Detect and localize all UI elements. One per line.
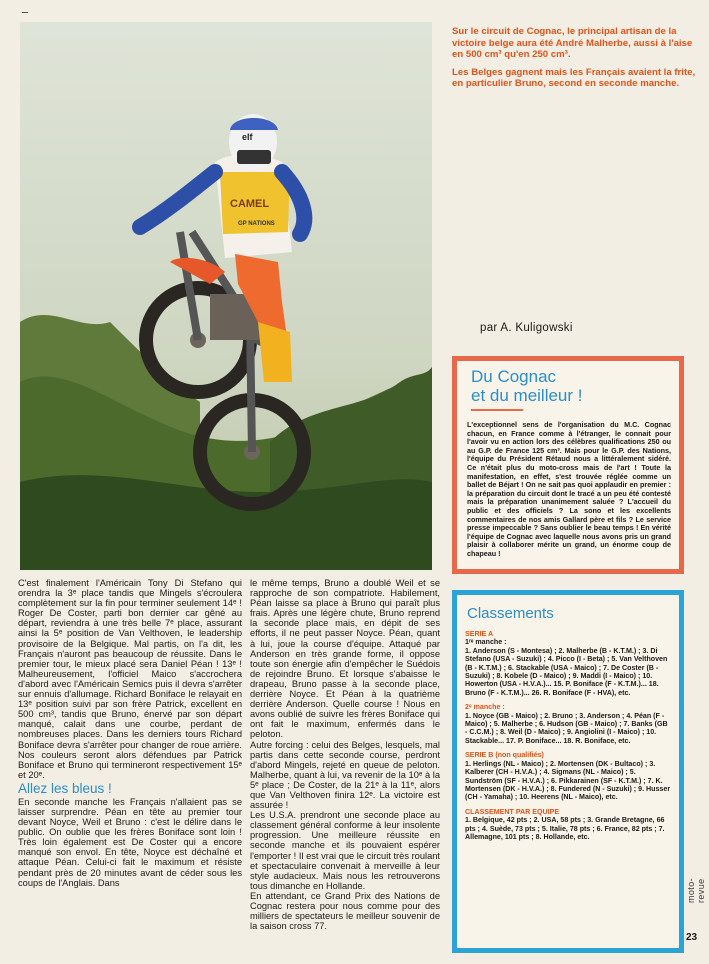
results-race-1-label: 1ʳᵉ manche :	[465, 638, 507, 647]
results-team: 1. Belgique, 42 pts ; 2. USA, 58 pts ; 3. Grande Bretagne, 66 pts ; 4. Suède, 73 pts ; 5. Italie, 78 pts ; 6. France, 82 pts ; 7. Allemagne, 101 pts ; 8. Hollande, etc.	[465, 816, 665, 841]
article-paragraph: C'est finalement l'Américain Tony Di Stefano qui orendra la 3ᵉ place tandis que Mingels s'écroulera complètement sur la fin pour terminer seulement 14ᵉ ! Roger De Coster, parti bon dernier car gêné au départ, reviendra à une très belle 7ᵉ place, assurant ainsi la 5ᵉ position de Van Velthoven, le leadership provisoire de la Belgique. Mal partis, on l'a dit, les Français n'auront pas beaucoup de réussite. Dans le premier tour, le mieux placé sera Daniel Péan ! 13ᵉ ! Malheureusement, l'officiel Maico s'accrochera d'abord avec l'Américain Semics puis il devra s'arrêter sur ennuis d'allumage. Richard Boniface le relayait en 13ᵉ position suivi par son frère Patrick, excellent en 500 cm³, tandis que Bruno, énervé par son départ manqué, calait dans une courbe, perdant de nombreuses places. Dans les derniers tours Richard Boniface devra s'arrêter pour changer de roue arrière. Nos couleurs seront alors défendues par Patrick Boniface et Bruno qui termineront respectivement 15ᵉ et 20ᵉ.	[18, 578, 242, 780]
sidebar-title	[471, 367, 679, 405]
sidebar-rule	[471, 409, 523, 411]
sidebar-title-line-2: et du meilleur !	[471, 386, 583, 405]
rider-jump-illustration	[20, 22, 432, 570]
helmet-logo: elf	[242, 132, 253, 142]
bib-subtext: GP NATIONS	[238, 221, 275, 227]
results-list	[465, 630, 671, 841]
corner-mark	[22, 12, 28, 13]
page-number: 23	[686, 932, 698, 943]
results-title: Classements	[467, 605, 554, 622]
sidebar-title-line-1: Du Cognac	[471, 367, 557, 386]
article-paragraph: En seconde manche les Français n'allaient pas se laisser surprendre. Péan en tête au premier tour devant Noyce, Weil et Bruno : c'est le délire dans le public. On oublie que les frères Boniface sont loin ! Très loin également est De Coster qui a encore manqué son envol. En tête, Noyce est déchaîné et attaque Péan. Celui-ci fait le maximum et résiste pendant près de 20 minutes avant de céder sous les coups de l'Anglais. Dans	[18, 796, 242, 888]
author-byline: par A. Kuligowski	[480, 322, 573, 334]
article-column-1	[18, 578, 242, 888]
article-paragraph: le même temps, Bruno a doublé Weil et se rapproche de son compatriote. Habilement, Péan laisse sa place à Bruno qui paraît plus frais. Après une légère chute, Bruno reprend la seconde place mais, en dépit de ses efforts, il ne peut passer Noyce. Péan, quant à lui, joue la course d'équipe. Attaqué par Anderson en très grande forme, il oppose toute son énergie afin d'empêcher le Suédois de rejoindre Bruno. Et lorsque s'abaisse le drapeau, Bruno passe à la seconde place, derrière Noyce. Et Péan à la quatrième derrière Anderson. Quelle course ! Nous en avons oublié de suivre les frères Boniface qui ont fait le maximum, enfermés dans le peloton.	[250, 578, 440, 740]
results-heading-serie-a: SERIE A	[465, 630, 494, 638]
article-subhead: Allez les bleus !	[18, 780, 112, 796]
results-heading-team: CLASSEMENT PAR EQUIPE	[465, 807, 560, 816]
results-race-2-label: 2ᵉ manche :	[465, 703, 505, 712]
article-paragraph: Autre forcing : celui des Belges, lesquels, mal partis dans cette seconde course, perdront d'abord Mingels, rejeté en queue de peloton. Malherbe, quant à lui, va revenir de la 10ᵉ à la 5ᵉ place ; De Coster, de la 21ᵉ à la 11ᵉ, alors que Van Velthoven finira 12ᵉ. La victoire est assurée !	[250, 739, 440, 811]
results-serie-b: 1. Herlings (NL - Maico) ; 2. Mortensen (DK - Bultaco) ; 3. Kalberer (CH - H.V.A.) ; 4. Sigmans (NL - Maico) ; 5. Sundström (SF - H.V.A.) ; 6. Pikkarainen (SF - K.T.M.) ; 7. K. Mortensen (DK - H.V.A.) ; 8. Fundered (N - Suzuki) ; 9. Husser (CH - Yamaha) ; 10. Heerens (NL - Maico), etc.	[465, 759, 671, 802]
article-column-2	[250, 578, 440, 931]
results-heading-serie-b: SERIE B (non qualifiés)	[465, 751, 544, 760]
sidebar-text: L'exceptionnel sens de l'organisation du M.C. Cognac chacun, en France comme à l'étranger, le connait pour l'avoir vu en action lors des célèbres qualifications 250 ou au G.P. de France 125 cm³. Mais pour le G.P. des Nations, l'équipe du Président Rétaud nous a littéralement sidéré. Ce n'était plus du moto-cross mais de l'art ! Toute la manifestation, en effet, s'est trouvée réglée comme un ballet de Béjart ! On ne sait pas quoi applaudir en premier : la préparation du circuit dont le tracé a un peu été contesté mais la préparation unanimement saluée ? L'accueil du public et des officiels ? La sono et les excellents commentaires de nos amis Gallard père et fils ? Le service presse impeccable ? Sans oublier le beau temps ! En vérité l'équipe de Cognac avec laquelle nous avons pris un grand plaisir à collaborer mérite un grand, un énorme coup de chapeau !	[467, 420, 671, 558]
magazine-name: moto-revue	[686, 877, 706, 903]
article-paragraph: En attendant, ce Grand Prix des Nations de Cognac restera pour nous comme pour des milliers de spectateurs le meilleur souvenir de la saison cross 77.	[250, 890, 440, 932]
caption-paragraph-2: Les Belges gagnent mais les Français avaient la frite, en particulier Bruno, second en seconde manche.	[452, 66, 696, 90]
results-race-2: 1. Noyce (GB - Maico) ; 2. Bruno ; 3. Anderson ; 4. Péan (F - Maico) ; 5. Malherbe ; 6. Hudson (GB - Maico) ; 7. Banks (GB - C.C.M.) ; 8. Weil (D - Maico) ; 9. Angiolini (I - Maico) ; 10. Stackable... 17. P. Boniface... 18. R. Boniface, etc.	[465, 711, 668, 745]
results-box	[452, 590, 684, 953]
results-race-1: 1. Anderson (S - Montesa) ; 2. Malherbe (B - K.T.M.) ; 3. Di Stefano (USA - Suzuki) ; 4. Picco (I - Beta) ; 5. Van Velthoven (B - K.T.M.) ; 6. Stackable (USA - Maico) ; 7. De Coster (B - Suzuki) ; 8. Kobele (D - Maico) ; 9. Maddi (I - Maico) ; 10. Howerton (USA - H.V.A.)... 15. P. Boniface (F - K.T.M.)... 18. Bruno (F - K.T.M.)... 26. R. Boniface (F - HVA), etc.	[465, 646, 668, 697]
photo-caption	[452, 26, 700, 96]
motocross-photo	[20, 22, 432, 570]
sidebar-cognac	[452, 356, 684, 574]
article-paragraph: Les U.S.A. prendront une seconde place au classement général conforme à leur insolente progression. Une meilleure réussite en seconde manche et ils pouvaient espérer l'emporter ! Il est vrai que le circuit très roulant et spectaculaire convenait à merveille à leur style audacieux. Mais nous les retrouverons tous dimanche en Hollande.	[250, 810, 440, 891]
caption-paragraph-1: Sur le circuit de Cognac, le principal artisan de la victoire belge aura été André Malherbe, aussi à l'aise en 500 cm³ qu'en 250 cm³.	[452, 26, 693, 61]
bib-logo: CAMEL	[230, 198, 270, 210]
